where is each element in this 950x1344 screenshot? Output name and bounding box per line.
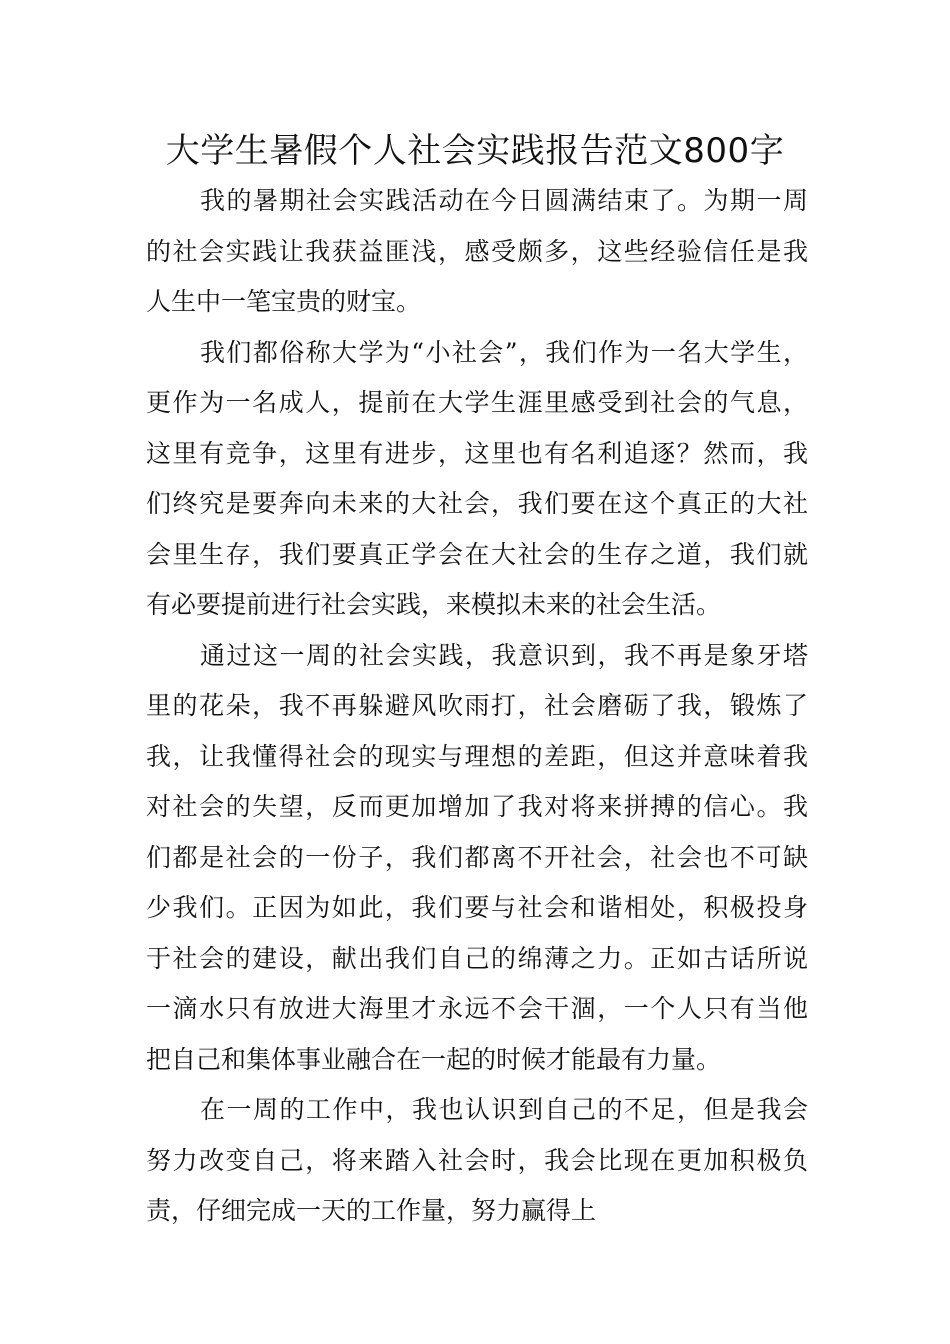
paragraph-line: 责，仔细完成一天的工作量，努力赢得上 bbox=[146, 1196, 597, 1225]
paragraph-line: 更作为一名成人，提前在大学生涯里感受到社会的气息， bbox=[146, 388, 808, 417]
paragraph-line: 通过这一周的社会实践，我意识到，我不再是象牙塔 bbox=[200, 640, 808, 670]
paragraph-4 bbox=[146, 1085, 808, 1237]
paragraph-line: 把自己和集体事业融合在一起的时候才能最有力量。 bbox=[146, 1044, 722, 1074]
paragraph-line: 对社会的失望，反而更加增加了我对将来拼搏的信心。我 bbox=[146, 792, 808, 821]
paragraph-2 bbox=[146, 328, 808, 631]
paragraph-line: 里的花朵，我不再躲避风吹雨打，社会磨砺了我，锻炼了 bbox=[146, 691, 808, 720]
paragraph-line: 我，让我懂得社会的现实与理想的差距，但这并意味着我 bbox=[146, 741, 808, 771]
paragraph-line: 于社会的建设，献出我们自己的绵薄之力。正如古话所说 bbox=[146, 943, 808, 973]
paragraph-line: 人生中一笔宝贵的财宝。 bbox=[146, 287, 422, 316]
paragraph-line: 们都是社会的一份子，我们都离不开社会，社会也不可缺 bbox=[146, 842, 808, 872]
paragraph-line: 我的暑期社会实践活动在今日圆满结束了。为期一周 bbox=[200, 186, 808, 215]
document-body bbox=[146, 176, 808, 1237]
paragraph-3 bbox=[146, 631, 808, 1086]
paragraph-line: 在一周的工作中，我也认识到自己的不足，但是我会 bbox=[200, 1095, 808, 1124]
paragraph-line: 的社会实践让我获益匪浅，感受颇多，这些经验信任是我 bbox=[146, 236, 808, 266]
paragraph-line: 这里有竞争，这里有进步，这里也有名利追逐？然而，我 bbox=[146, 438, 808, 468]
paragraph-line: 努力改变自己，将来踏入社会时，我会比现在更加积极负 bbox=[146, 1145, 808, 1175]
paragraph-line: 少我们。正因为如此，我们要与社会和谐相处，积极投身 bbox=[146, 893, 808, 922]
paragraph-line: 我们都俗称大学为“小社会”，我们作为一名大学生， bbox=[200, 337, 808, 367]
paragraph-line: 一滴水只有放进大海里才永远不会干涸，一个人只有当他 bbox=[146, 994, 808, 1023]
paragraph-line: 会里生存，我们要真正学会在大社会的生存之道，我们就 bbox=[146, 539, 808, 569]
paragraph-1 bbox=[146, 176, 808, 328]
document-title: 大学生暑假个人社会实践报告范文800字 bbox=[165, 131, 785, 171]
paragraph-line: 们终究是要奔向未来的大社会，我们要在这个真正的大社 bbox=[146, 489, 808, 518]
paragraph-line: 有必要提前进行社会实践，来模拟未来的社会生活。 bbox=[146, 590, 722, 619]
